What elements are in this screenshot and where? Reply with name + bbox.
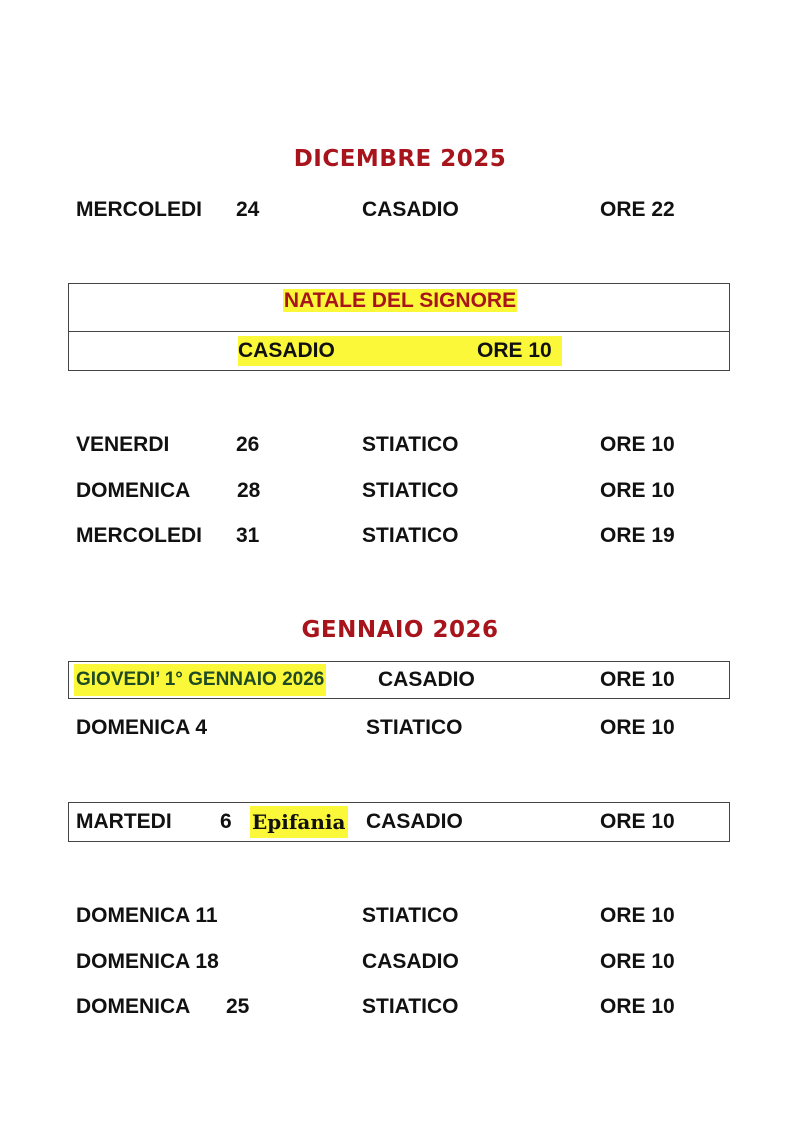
day-label: VENERDI <box>76 433 170 456</box>
place-label: STIATICO <box>366 716 463 739</box>
schedule-row-dec-28 <box>0 476 800 506</box>
place-label: CASADIO <box>378 668 475 691</box>
date-label: 26 <box>236 433 260 456</box>
time-label: ORE 19 <box>600 524 675 547</box>
christmas-title <box>0 286 800 316</box>
place-label: CASADIO <box>362 198 459 221</box>
day-label: DOMENICA <box>76 479 191 502</box>
place-label: CASADIO <box>238 339 335 362</box>
schedule-row-jan-25 <box>0 992 800 1022</box>
place-label: STIATICO <box>362 524 459 547</box>
christmas-mass-line <box>238 336 562 366</box>
date-label: 25 <box>226 995 250 1018</box>
day-label: MARTEDI <box>76 810 172 833</box>
schedule-row-dec-31 <box>0 521 800 551</box>
schedule-row-dec-24 <box>0 195 800 225</box>
time-label: ORE 10 <box>600 810 675 833</box>
january-heading: GENNAIO 2026 <box>301 617 499 643</box>
date-label: 24 <box>236 198 260 221</box>
place-label: STIATICO <box>362 479 459 502</box>
place-label: STIATICO <box>362 904 459 927</box>
time-label: ORE 10 <box>600 479 675 502</box>
day-date-label: DOMENICA 4 <box>76 716 208 739</box>
time-label: ORE 10 <box>600 904 675 927</box>
time-label: ORE 10 <box>600 716 675 739</box>
new-year-label: GIOVEDI’ 1° GENNAIO 2026 <box>74 664 326 696</box>
date-label: 31 <box>236 524 260 547</box>
december-heading: DICEMBRE 2025 <box>293 146 507 172</box>
day-date-label: DOMENICA 11 <box>76 904 218 927</box>
schedule-row-jan-4 <box>0 713 800 743</box>
time-label: ORE 10 <box>477 339 552 362</box>
schedule-row-jan-1 <box>0 665 800 695</box>
place-label: STIATICO <box>362 995 459 1018</box>
date-label: 28 <box>237 479 261 502</box>
place-label: STIATICO <box>362 433 459 456</box>
christmas-title-text: NATALE DEL SIGNORE <box>283 289 517 312</box>
time-label: ORE 22 <box>600 198 675 221</box>
time-label: ORE 10 <box>600 950 675 973</box>
place-label: CASADIO <box>362 950 459 973</box>
schedule-row-jan-18 <box>0 947 800 977</box>
date-label: 6 <box>220 810 232 833</box>
day-label: MERCOLEDI <box>76 198 202 221</box>
time-label: ORE 10 <box>600 668 675 691</box>
schedule-row-jan-6 <box>0 807 800 837</box>
schedule-row-jan-11 <box>0 901 800 931</box>
schedule-row-dec-26 <box>0 430 800 460</box>
place-label: CASADIO <box>366 810 463 833</box>
epiphany-feast-label: Epifania <box>250 806 348 838</box>
day-date-label: DOMENICA 18 <box>76 950 219 973</box>
day-label: MERCOLEDI <box>76 524 202 547</box>
day-label: DOMENICA <box>76 995 191 1018</box>
time-label: ORE 10 <box>600 995 675 1018</box>
time-label: ORE 10 <box>600 433 675 456</box>
